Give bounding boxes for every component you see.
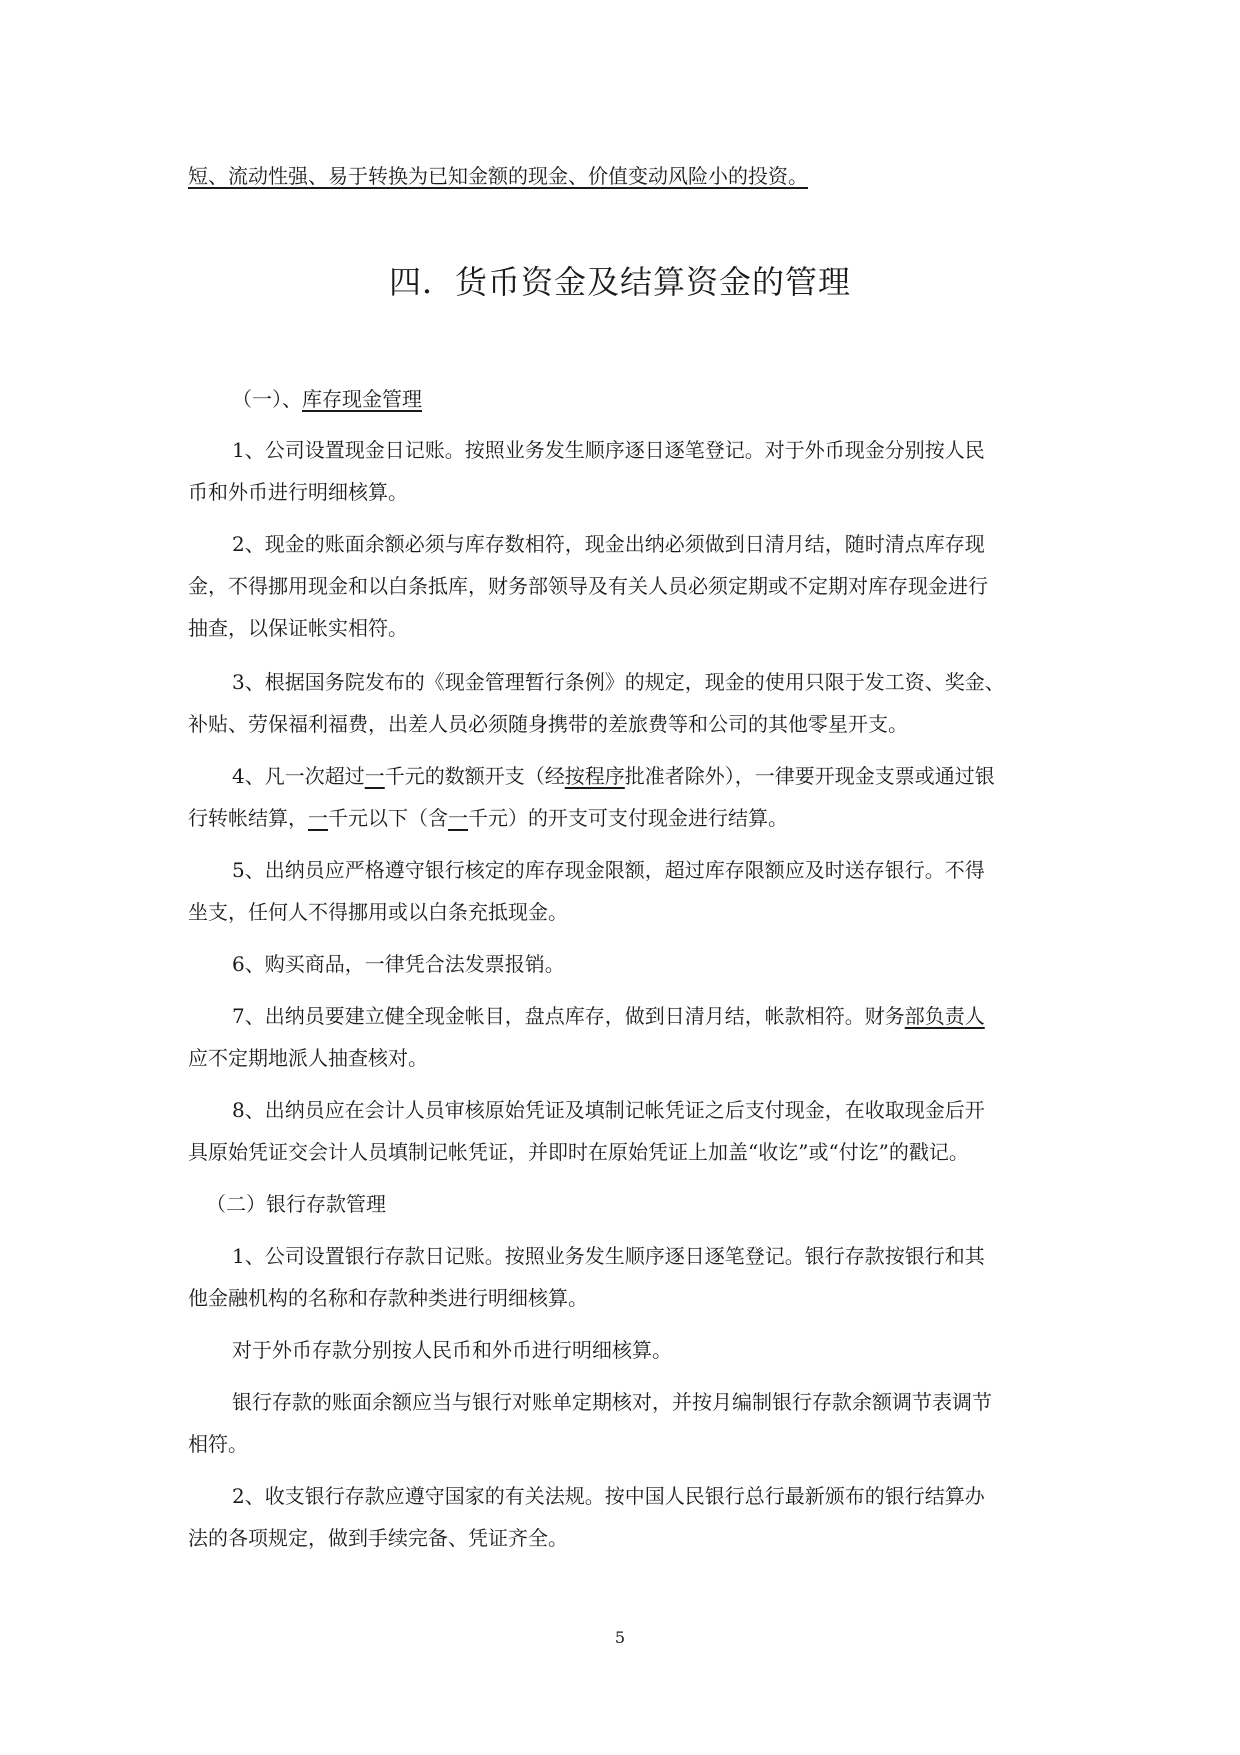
intro-text: 短、流动性强、易于转换为已知金额的现金、价值变动风险小的投资。 <box>188 164 808 188</box>
s1-item4-l1-a: 4、凡一次超过 <box>232 764 365 788</box>
section2-heading: （二）银行存款管理 <box>206 1192 386 1216</box>
s2-para-b-line1: 银行存款的账面余额应当与银行对账单定期核对，并按月编制银行存款余额调节表调节 <box>232 1390 992 1414</box>
section1-heading-text: 库存现金管理 <box>302 387 422 411</box>
section1-heading-prefix: （一）、 <box>232 387 302 411</box>
s1-item7-line2: 应不定期地派人抽查核对。 <box>188 1046 428 1070</box>
s2-item1-line2: 他金融机构的名称和存款种类进行明细核算。 <box>188 1286 588 1310</box>
s1-item4-l1-d: 按程序 <box>564 764 625 788</box>
s2-para-b-line2: 相符。 <box>188 1432 248 1456</box>
s1-item1-line1: 1、公司设置现金日记账。按照业务发生顺序逐日逐笔登记。对于外币现金分别按人民 <box>232 438 985 462</box>
page-number: 5 <box>614 1628 626 1647</box>
s1-item7-l1-a: 7、出纳员要建立健全现金帐目，盘点库存，做到日清月结，帐款相符。财务 <box>232 1004 905 1028</box>
s2-item2-line1: 2、收支银行存款应遵守国家的有关法规。按中国人民银行总行最新颁布的银行结算办 <box>232 1484 985 1508</box>
s1-item7-line1 <box>232 1002 985 1030</box>
s1-item7-l1-b: 部负责人 <box>904 1004 985 1028</box>
s1-item4-l1-c: 千元的数额开支（经 <box>384 764 565 788</box>
s1-item4-l1-b: 一 <box>364 764 385 788</box>
s2-item1-line1: 1、公司设置银行存款日记账。按照业务发生顺序逐日逐笔登记。银行存款按银行和其 <box>232 1244 985 1268</box>
s1-item4-line1 <box>232 762 995 790</box>
s1-item2-line2: 金，不得挪用现金和以白条抵库，财务部领导及有关人员必须定期或不定期对库存现金进行 <box>188 574 988 598</box>
s1-item5-line2: 坐支，任何人不得挪用或以白条充抵现金。 <box>188 900 568 924</box>
s1-item2-line1: 2、现金的账面余额必须与库存数相符，现金出纳必须做到日清月结，随时清点库存现 <box>232 532 985 556</box>
s1-item4-l2-c: 千元以下（含 <box>328 806 448 830</box>
s1-item5-line1: 5、出纳员应严格遵守银行核定的库存现金限额，超过库存限额应及时送存银行。不得 <box>232 858 985 882</box>
s2-para-a: 对于外币存款分别按人民币和外币进行明细核算。 <box>232 1338 672 1362</box>
s1-item4-l2-d: 一 <box>448 806 468 830</box>
s1-item4-l2-b: 一 <box>308 806 328 830</box>
s1-item4-l2-e: 千元）的开支可支付现金进行结算。 <box>468 806 788 830</box>
section-title: 四．货币资金及结算资金的管理 <box>388 263 851 301</box>
s1-item2-line3: 抽查，以保证帐实相符。 <box>188 616 408 640</box>
s1-item3-line2: 补贴、劳保福利福费，出差人员必须随身携带的差旅费等和公司的其他零星开支。 <box>188 712 908 736</box>
s2-item2-line2: 法的各项规定，做到手续完备、凭证齐全。 <box>188 1526 568 1550</box>
section1-heading <box>232 385 422 413</box>
s1-item1-line2: 币和外币进行明细核算。 <box>188 480 408 504</box>
s1-item6-line1: 6、购买商品，一律凭合法发票报销。 <box>232 952 565 976</box>
s1-item8-line1: 8、出纳员应在会计人员审核原始凭证及填制记帐凭证之后支付现金，在收取现金后开 <box>232 1098 985 1122</box>
s1-item4-l2-a: 行转帐结算， <box>188 806 308 830</box>
s1-item3-line1: 3、根据国务院发布的《现金管理暂行条例》的规定，现金的使用只限于发工资、奖金、 <box>232 670 1005 694</box>
s1-item8-line2: 具原始凭证交会计人员填制记帐凭证，并即时在原始凭证上加盖“收讫”或“付讫”的戳记。 <box>188 1140 969 1164</box>
s1-item4-line2 <box>188 804 788 832</box>
s1-item4-l1-e: 批准者除外），一律要开现金支票或通过银 <box>624 764 995 788</box>
